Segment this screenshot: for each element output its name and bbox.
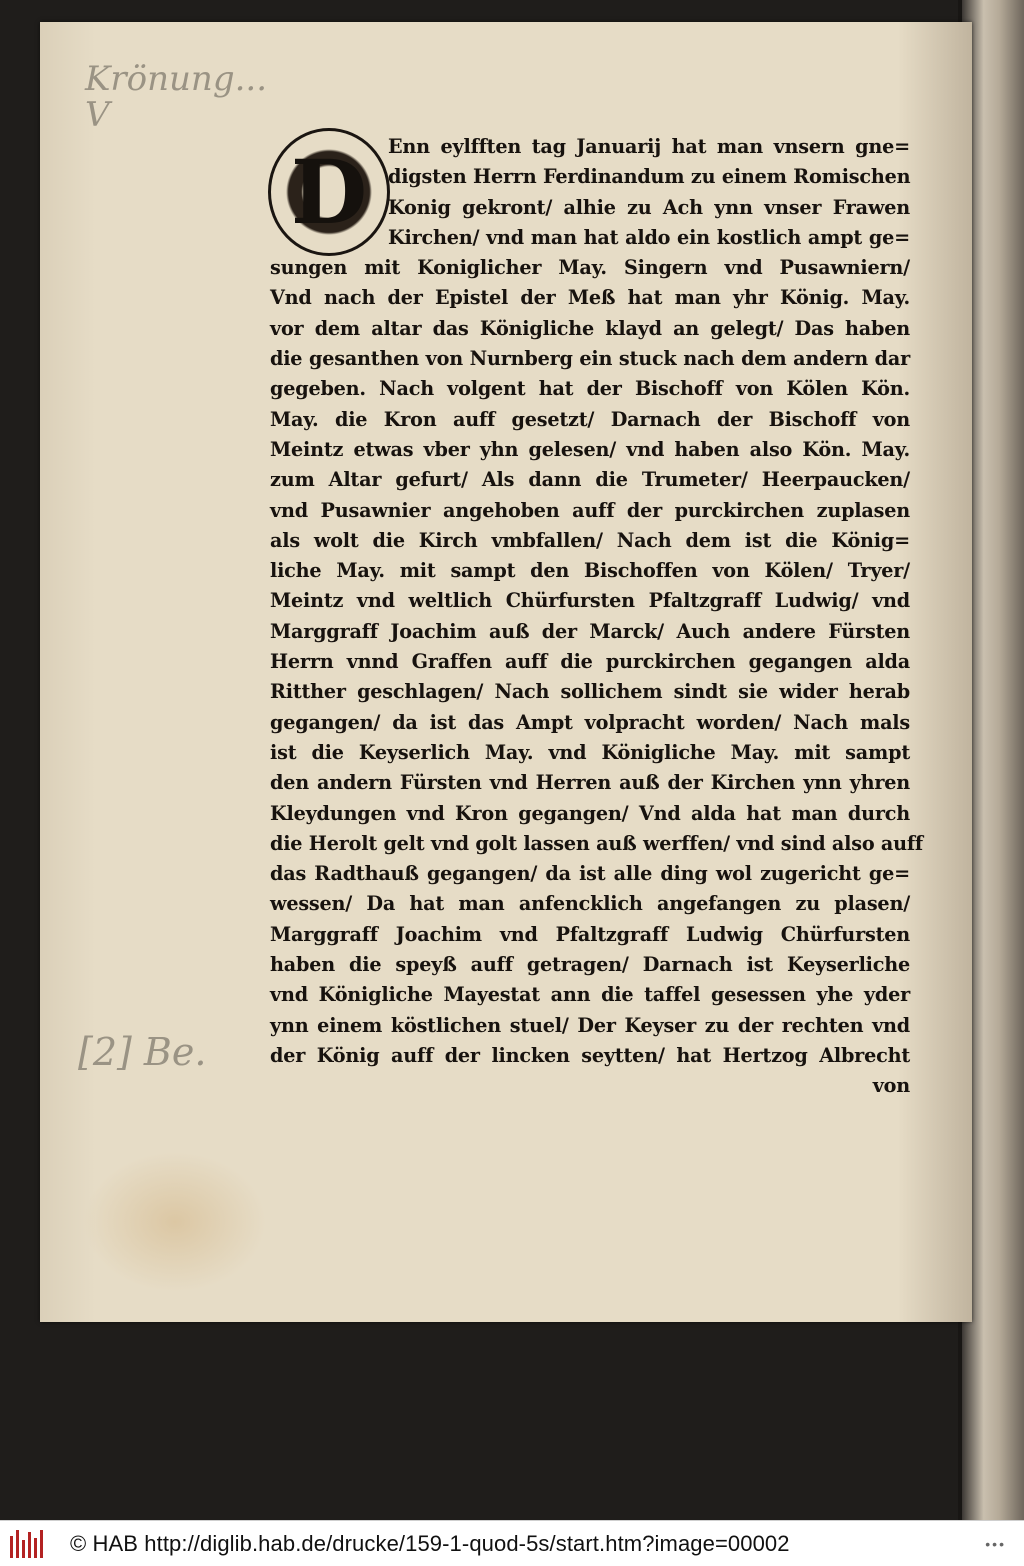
viewer-footer <box>0 1520 1024 1566</box>
body-text <box>270 132 923 1102</box>
text-line: das Radthauß gegangen/ da ist alle ding wol zugericht ge= <box>270 862 910 886</box>
text-line: vnd Königliche Mayestat ann die taffel gesessen yhe yder <box>270 983 910 1007</box>
text-line: Meintz vnd weltlich Chürfursten Pfaltzgraff Ludwig/ vnd <box>270 589 910 613</box>
text-line: Meintz etwas vber yhn gelesen/ vnd haben also Kön. May. <box>270 437 910 461</box>
text-line: gegeben. Nach volgent hat der Bischoff von Kölen Kön. <box>270 377 910 401</box>
text-line: die gesanthen von Nurnberg ein stuck nach dem andern dar <box>270 347 910 371</box>
text-line: wessen/ Da hat man anfencklich angefangen zu plasen/ <box>270 892 910 916</box>
text-line: Vnd nach der Epistel der Meß hat man yhr König. May. <box>270 286 910 310</box>
handwritten-note-top: Krönung... V <box>85 59 268 135</box>
initial-letter: D <box>290 140 368 244</box>
text-line: vor dem altar das Königliche klayd an gelegt/ Das haben <box>270 316 910 340</box>
text-line: digsten Herrn Ferdinandum zu einem Romischen <box>388 165 911 189</box>
text-line: Kirchen/ vnd man hat aldo ein kostlich ampt ge= <box>388 225 910 249</box>
copyright-url[interactable]: © HAB http://diglib.hab.de/drucke/159-1-quod-5s/start.htm?image=00002 <box>70 1530 790 1556</box>
text-line: Enn eylfften tag Januarij hat man vnsern gne= <box>388 135 910 158</box>
text-line: vnd Pusawnier angehoben auff der purckirchen zuplasen <box>270 498 910 522</box>
text-line: Kleydungen vnd Kron gegangen/ Vnd alda hat man durch <box>270 801 910 825</box>
hab-logo-icon[interactable] <box>10 1530 44 1558</box>
text-line: haben die speyß auff getragen/ Darnach ist Keyserliche <box>270 953 910 977</box>
text-line: liche May. mit sampt den Bischoffen von Kölen/ Tryer/ <box>270 559 910 583</box>
text-line: ynn einem köstlichen stuel/ Der Keyser zu der rechten vnd <box>270 1013 910 1037</box>
text-line: der König auff der lincken seytten/ hat Hertzog Albrecht <box>270 1043 910 1067</box>
text-line: zum Altar gefurt/ Als dann die Trumeter/ Heerpaucken/ <box>270 468 910 492</box>
handwritten-note-bottom: [2] Be. <box>78 1030 207 1074</box>
text-line: May. die Kron auff gesetzt/ Darnach der Bischoff von <box>270 407 910 431</box>
text-line: Konig gekront/ alhie zu Ach ynn vnser Frawen <box>388 195 910 219</box>
text-line: ist die Keyserlich May. vnd Königliche May. mit sampt <box>270 740 910 764</box>
catchword: von <box>872 1074 910 1098</box>
text-line: gegangen/ da ist das Ampt volpracht worden/ Nach mals <box>270 710 910 734</box>
text-line: Marggraff Joachim vnd Pfaltzgraff Ludwig Chürfursten <box>270 922 910 946</box>
text-line: die Herolt gelt vnd golt lassen auß werffen/ vnd sind also auff <box>270 831 923 855</box>
text-line: sungen mit Koniglicher May. Singern vnd Pusawniern/ <box>270 256 910 280</box>
more-menu-icon[interactable]: ••• <box>985 1535 1006 1552</box>
text-line: Herrn vnnd Graffen auff die purckirchen gegangen alda <box>270 650 910 674</box>
text-line: als wolt die Kirch vmbfallen/ Nach dem ist die König= <box>270 528 910 552</box>
text-line: Ritther geschlagen/ Nach sollichem sindt sie wider herab <box>270 680 910 704</box>
text-line: den andern Fürsten vnd Herren auß der Kirchen ynn yhren <box>270 771 910 795</box>
text-line: Marggraff Joachim auß der Marck/ Auch andere Fürsten <box>270 619 910 643</box>
